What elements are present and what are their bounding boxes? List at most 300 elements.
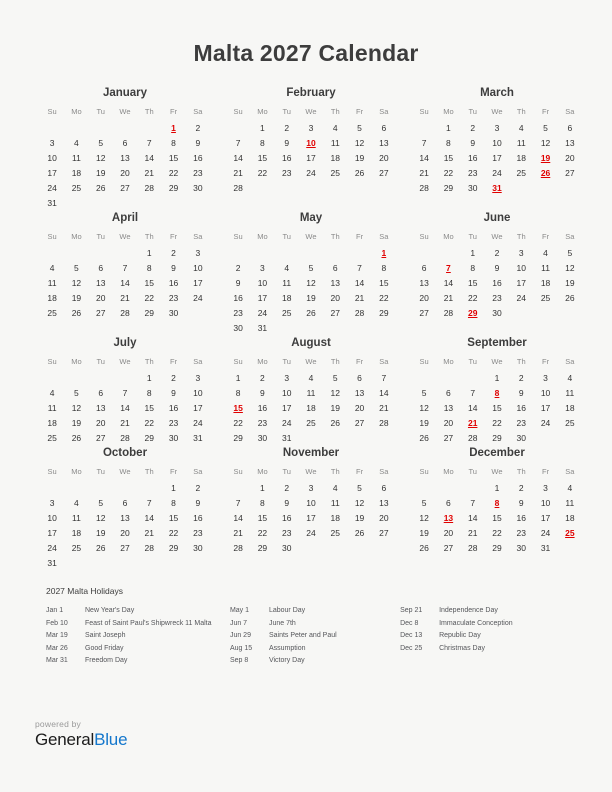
day-cell: 19 [354, 512, 365, 523]
day-cell: 7 [146, 497, 152, 508]
day-cell: 29 [492, 542, 502, 553]
day-cell: 15 [168, 512, 179, 523]
day-cell-empty [137, 480, 161, 495]
month-table [40, 464, 210, 570]
day-cell-empty [89, 555, 113, 570]
day-cell: 14 [120, 402, 130, 413]
day-cell: 4 [518, 122, 524, 133]
day-cell: 19 [565, 277, 575, 288]
day-cell: 20 [379, 512, 389, 523]
day-cell: 24 [492, 167, 502, 178]
day-cell: 12 [71, 402, 82, 413]
day-cell: 13 [565, 137, 575, 148]
day-cell: 3 [308, 482, 314, 493]
day-cell: 20 [354, 402, 365, 413]
weekday-header-su: Su [233, 467, 243, 476]
day-cell-empty [509, 180, 533, 195]
holiday-date: Sep 21 [400, 607, 423, 614]
day-cell: 14 [379, 387, 389, 398]
day-cell-empty [347, 320, 371, 335]
day-cell: 1 [494, 372, 500, 383]
day-cell: 12 [95, 152, 106, 163]
day-cell-empty [275, 180, 299, 195]
day-cell: 11 [47, 277, 57, 288]
day-cell: 3 [260, 262, 265, 273]
weekday-header-fr: Fr [170, 357, 178, 366]
brand-general: General [35, 730, 95, 749]
day-cell-empty [372, 180, 396, 195]
day-cell: 5 [543, 122, 548, 133]
day-cell: 24 [540, 417, 551, 428]
weekday-header-sa: Sa [565, 357, 575, 366]
holiday-row [46, 605, 230, 618]
day-cell: 9 [171, 387, 176, 398]
weekday-header-th: Th [516, 467, 526, 476]
holiday-row [400, 618, 584, 631]
day-cell: 20 [95, 417, 106, 428]
weekday-header-th: Th [330, 357, 340, 366]
month-february [218, 85, 404, 210]
day-cell: 11 [516, 137, 526, 148]
day-cell: 12 [354, 137, 365, 148]
month-name: August [291, 337, 331, 349]
week-row [412, 540, 582, 555]
holiday-date: Dec 8 [400, 619, 419, 627]
day-cell-empty [113, 555, 137, 570]
weekday-header-mo: Mo [71, 357, 82, 366]
day-cell: 16 [193, 512, 203, 523]
day-cell: 12 [71, 277, 82, 288]
holiday-row [230, 643, 400, 656]
week-row [226, 430, 396, 445]
day-cell: 28 [379, 417, 389, 428]
holiday-name: Good Friday [85, 644, 124, 652]
day-cell-empty [412, 245, 436, 260]
holiday-date: May 1 [229, 607, 250, 614]
day-cell-empty [412, 480, 436, 495]
day-cell: 18 [71, 167, 82, 178]
week-row [40, 510, 210, 525]
weekday-header-fr: Fr [542, 357, 550, 366]
day-cell: 27 [120, 182, 130, 193]
day-cell-empty [323, 180, 347, 195]
weekday-header-th: Th [144, 467, 154, 476]
day-cell-empty [372, 540, 396, 555]
day-cell: 2 [518, 482, 524, 493]
day-cell-holiday: 1 [381, 247, 387, 258]
day-cell: 6 [122, 137, 128, 148]
weekday-header-row [412, 104, 582, 120]
day-cell: 29 [168, 182, 179, 193]
day-cell-empty [347, 180, 371, 195]
day-cell: 19 [330, 402, 340, 413]
day-cell-empty [461, 480, 485, 495]
day-cell: 21 [233, 527, 243, 538]
day-cell: 29 [144, 432, 154, 443]
month-table [226, 354, 396, 445]
weekday-header-tu: Tu [282, 357, 291, 366]
day-cell: 12 [354, 497, 365, 508]
day-cell-empty [226, 480, 250, 495]
day-cell: 14 [419, 152, 429, 163]
day-cell-empty [558, 430, 582, 445]
day-cell: 7 [381, 372, 387, 383]
day-cell: 30 [516, 542, 526, 553]
day-cell: 28 [233, 182, 243, 193]
weekday-header-tu: Tu [96, 357, 105, 366]
weekday-header-su: Su [47, 232, 57, 241]
month-name: July [113, 337, 137, 349]
day-cell: 16 [516, 512, 526, 523]
day-cell: 23 [233, 307, 243, 318]
weekday-header-sa: Sa [379, 467, 389, 476]
holiday-row [230, 605, 400, 618]
day-cell: 17 [516, 277, 526, 288]
day-cell: 13 [354, 387, 365, 398]
holiday-row [230, 618, 400, 631]
weekday-header-we: We [491, 357, 503, 366]
day-cell: 15 [257, 512, 268, 523]
day-cell: 16 [193, 152, 203, 163]
weekday-header-row [40, 104, 210, 120]
week-row [40, 180, 210, 195]
weekday-header-tu: Tu [96, 232, 105, 241]
weekday-header-mo: Mo [257, 232, 268, 241]
day-cell-holiday: 1 [171, 122, 176, 133]
day-cell: 25 [330, 167, 340, 178]
day-cell: 19 [95, 167, 106, 178]
weekday-header-sa: Sa [193, 232, 203, 241]
month-table [226, 104, 396, 195]
day-cell: 20 [565, 152, 575, 163]
month-name: April [111, 212, 139, 224]
weekday-header-row [412, 354, 582, 370]
day-cell-empty [347, 430, 371, 445]
day-cell: 10 [281, 387, 292, 398]
day-cell: 4 [567, 372, 573, 383]
holiday-name: Feast of Saint Paul's Shipwreck 11 Malta [85, 619, 212, 627]
day-cell: 10 [47, 152, 57, 163]
day-cell: 1 [494, 482, 500, 493]
weekday-header-tu: Tu [96, 107, 105, 116]
day-cell: 8 [260, 137, 265, 148]
holiday-name: Republic Day [439, 632, 481, 639]
holiday-date: Mar 19 [46, 632, 68, 639]
day-cell: 4 [543, 247, 548, 258]
day-cell-empty [226, 245, 250, 260]
day-cell: 8 [171, 497, 176, 508]
day-cell: 31 [193, 432, 203, 443]
day-cell: 20 [443, 527, 454, 538]
day-cell: 24 [281, 417, 292, 428]
day-cell: 19 [95, 527, 106, 538]
day-cell-empty [137, 555, 161, 570]
holiday-name: Independence Day [439, 607, 498, 614]
day-cell-holiday: 13 [443, 512, 454, 523]
day-cell: 17 [492, 152, 502, 163]
day-cell: 12 [565, 262, 575, 273]
week-row [412, 305, 582, 320]
week-row [412, 120, 582, 135]
day-cell: 4 [308, 372, 314, 383]
holiday-row [400, 605, 584, 618]
day-cell: 8 [146, 387, 152, 398]
day-cell: 12 [419, 402, 429, 413]
day-cell: 17 [540, 512, 551, 523]
day-cell: 22 [144, 292, 154, 303]
week-row [40, 290, 210, 305]
week-row [40, 120, 210, 135]
month-name: September [467, 337, 527, 349]
weekday-header-th: Th [144, 357, 154, 366]
brand-name [35, 730, 127, 750]
day-cell: 10 [540, 387, 551, 398]
weekday-header-sa: Sa [379, 107, 389, 116]
day-cell: 7 [357, 262, 362, 273]
day-cell: 22 [257, 167, 268, 178]
holiday-date: Sep 8 [229, 657, 249, 664]
month-july [32, 335, 218, 445]
week-row [40, 400, 210, 415]
day-cell: 16 [467, 152, 478, 163]
day-cell: 20 [330, 292, 340, 303]
day-cell-holiday: 25 [565, 527, 575, 538]
weekday-header-mo: Mo [443, 232, 454, 241]
day-cell: 6 [381, 482, 387, 493]
day-cell: 11 [72, 512, 81, 523]
weekday-header-fr: Fr [356, 357, 364, 366]
day-cell: 18 [330, 152, 340, 163]
day-cell: 19 [71, 292, 82, 303]
day-cell: 22 [492, 417, 502, 428]
day-cell: 28 [467, 432, 478, 443]
day-cell: 17 [281, 402, 292, 413]
day-cell-empty [89, 120, 113, 135]
day-cell: 22 [168, 527, 179, 538]
day-cell: 3 [543, 372, 548, 383]
day-cell: 14 [233, 512, 243, 523]
day-cell-empty [412, 120, 436, 135]
day-cell-empty [113, 370, 137, 385]
day-cell: 3 [494, 122, 500, 133]
day-cell: 3 [195, 247, 201, 258]
day-cell: 4 [74, 137, 79, 148]
month-table [40, 354, 210, 445]
day-cell: 5 [74, 262, 79, 273]
day-cell: 15 [443, 152, 454, 163]
day-cell: 16 [516, 402, 526, 413]
day-cell-empty [89, 480, 113, 495]
day-cell-empty [161, 195, 185, 210]
month-name: May [299, 212, 323, 224]
day-cell: 29 [257, 542, 268, 553]
day-cell-empty [299, 540, 323, 555]
day-cell-empty [40, 370, 64, 385]
day-cell: 9 [195, 137, 201, 148]
week-row [412, 275, 582, 290]
day-cell: 24 [257, 307, 268, 318]
day-cell: 7 [235, 137, 241, 148]
day-cell: 18 [71, 527, 82, 538]
day-cell-holiday: 8 [494, 387, 500, 398]
weekday-header-sa: Sa [193, 357, 203, 366]
day-cell: 2 [470, 122, 476, 133]
week-row [226, 320, 396, 335]
day-cell: 26 [565, 292, 575, 303]
weekday-header-row [226, 104, 396, 120]
day-cell: 25 [565, 417, 575, 428]
day-cell: 27 [379, 167, 389, 178]
weekday-header-we: We [119, 467, 131, 476]
weekday-header-fr: Fr [170, 107, 178, 116]
day-cell: 9 [518, 387, 524, 398]
day-cell: 22 [233, 417, 243, 428]
day-cell-empty [64, 195, 88, 210]
week-row [412, 370, 582, 385]
day-cell: 30 [168, 432, 179, 443]
day-cell-empty [89, 195, 113, 210]
day-cell-holiday: 21 [467, 417, 478, 428]
weekday-header-we: We [491, 467, 503, 476]
day-cell: 23 [492, 292, 502, 303]
day-cell: 17 [257, 292, 268, 303]
weekday-header-row [226, 354, 396, 370]
day-cell: 21 [233, 167, 243, 178]
weekday-header-we: We [305, 467, 317, 476]
months-grid [0, 85, 612, 570]
day-cell: 21 [443, 292, 454, 303]
week-row [226, 245, 396, 260]
holiday-row [46, 655, 230, 668]
day-cell: 6 [98, 387, 104, 398]
weekday-header-row [40, 354, 210, 370]
day-cell: 7 [235, 497, 241, 508]
day-cell: 9 [470, 137, 476, 148]
day-cell: 27 [120, 542, 130, 553]
day-cell: 14 [354, 277, 365, 288]
day-cell: 14 [144, 152, 154, 163]
day-cell: 7 [470, 497, 476, 508]
day-cell: 1 [171, 482, 176, 493]
day-cell: 25 [330, 527, 340, 538]
day-cell: 3 [308, 122, 314, 133]
day-cell: 20 [120, 167, 130, 178]
weekday-header-we: We [491, 107, 503, 116]
holiday-name: Labour Day [268, 607, 306, 614]
weekday-header-mo: Mo [71, 232, 82, 241]
day-cell: 18 [330, 512, 340, 523]
weekday-header-th: Th [330, 232, 340, 241]
holiday-date: Dec 13 [400, 632, 423, 639]
weekday-header-sa: Sa [565, 232, 575, 241]
day-cell: 30 [233, 322, 243, 333]
week-row [226, 260, 396, 275]
day-cell-empty [533, 180, 557, 195]
day-cell: 2 [260, 372, 265, 383]
day-cell: 15 [168, 152, 179, 163]
day-cell: 8 [235, 387, 241, 398]
weekday-header-th: Th [516, 107, 526, 116]
day-cell-empty [347, 245, 371, 260]
day-cell-empty [64, 555, 88, 570]
day-cell: 24 [193, 292, 203, 303]
day-cell: 1 [260, 482, 265, 493]
day-cell: 28 [419, 182, 429, 193]
day-cell-holiday: 29 [467, 307, 478, 318]
day-cell-empty [113, 480, 137, 495]
day-cell: 2 [494, 247, 500, 258]
day-cell: 23 [168, 292, 179, 303]
holiday-name: Saints Peter and Paul [268, 632, 337, 639]
weekday-header-fr: Fr [542, 107, 550, 116]
day-cell-holiday: 26 [540, 167, 551, 178]
holiday-date: Jun 7 [229, 619, 248, 627]
day-cell: 13 [120, 152, 130, 163]
day-cell-empty [113, 120, 137, 135]
day-cell: 5 [421, 497, 427, 508]
day-cell-empty [323, 540, 347, 555]
holiday-column-2 [230, 605, 400, 668]
month-name: October [102, 447, 148, 459]
day-cell: 25 [281, 307, 292, 318]
day-cell: 21 [419, 167, 429, 178]
day-cell: 13 [95, 402, 106, 413]
day-cell-empty [436, 370, 460, 385]
day-cell: 2 [171, 372, 176, 383]
day-cell: 2 [235, 262, 241, 273]
day-cell-empty [436, 480, 460, 495]
day-cell: 18 [306, 402, 316, 413]
day-cell: 1 [470, 247, 476, 258]
day-cell: 25 [71, 182, 82, 193]
weekday-header-we: We [119, 357, 131, 366]
day-cell: 10 [516, 262, 526, 273]
day-cell-empty [64, 120, 88, 135]
week-row [226, 540, 396, 555]
day-cell: 2 [195, 482, 201, 493]
weekday-header-fr: Fr [356, 232, 364, 241]
weekday-header-we: We [491, 232, 503, 241]
weekday-header-fr: Fr [542, 232, 550, 241]
week-row [40, 525, 210, 540]
day-cell: 17 [306, 152, 316, 163]
holiday-row [46, 618, 230, 631]
weekday-header-mo: Mo [443, 357, 454, 366]
day-cell: 9 [284, 497, 290, 508]
day-cell: 21 [354, 292, 365, 303]
day-cell: 27 [330, 307, 340, 318]
day-cell: 14 [467, 402, 478, 413]
week-row [412, 525, 582, 540]
weekday-header-mo: Mo [257, 107, 268, 116]
week-row [40, 430, 210, 445]
week-row [226, 180, 396, 195]
day-cell: 11 [72, 152, 81, 163]
day-cell: 13 [379, 137, 389, 148]
day-cell: 17 [193, 402, 203, 413]
day-cell: 3 [49, 497, 55, 508]
week-row [412, 150, 582, 165]
weekday-header-tu: Tu [282, 232, 291, 241]
week-row [226, 385, 396, 400]
weekday-header-fr: Fr [170, 232, 178, 241]
day-cell-empty [436, 245, 460, 260]
holiday-date: Mar 31 [46, 657, 68, 664]
weekday-header-tu: Tu [282, 467, 291, 476]
day-cell: 2 [284, 482, 290, 493]
weekday-header-sa: Sa [565, 467, 575, 476]
holiday-column-1 [46, 605, 230, 668]
